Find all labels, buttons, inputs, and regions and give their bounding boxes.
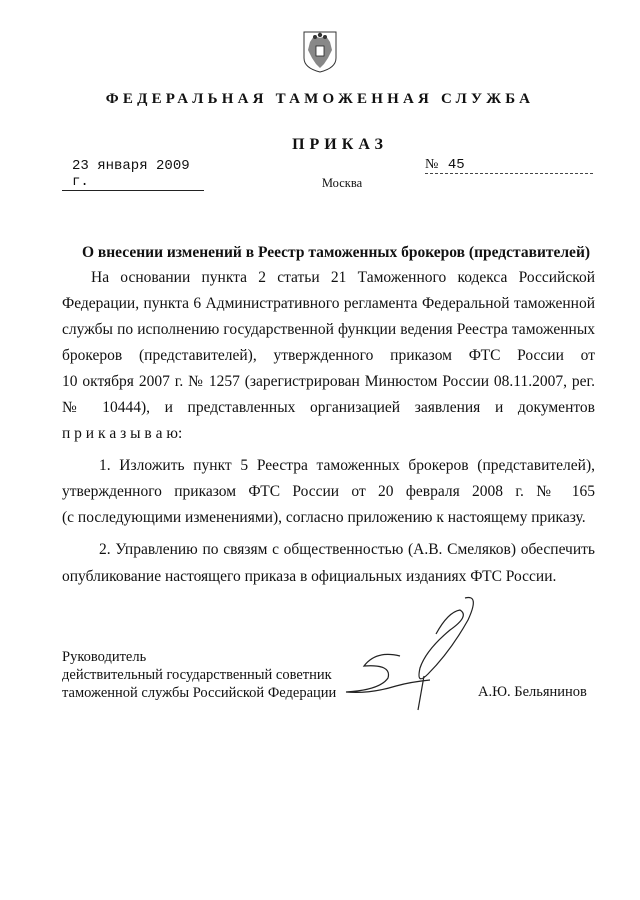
- body-line: п р и к а з ы в а ю:: [62, 425, 183, 442]
- body-line: 10 октября 2007 г. № 1257 (зарегистрирован Минюстом России 08.11.2007, рег.: [62, 373, 595, 390]
- signatory-name: А.Ю. Бельянинов: [478, 684, 587, 700]
- document-title: О внесении изменений в Реестр таможенных брокеров (представителей): [81, 244, 591, 261]
- body-line: (с последующими изменениями), согласно приложению к настоящему приказу.: [62, 509, 586, 526]
- body-line: 2. Управлению по связям с общественностью (А.В. Смеляков) обеспечить: [99, 541, 595, 558]
- number-label: №: [425, 157, 439, 172]
- signatory-position: [62, 648, 336, 702]
- order-number: [425, 157, 593, 174]
- agency-name: ФЕДЕРАЛЬНАЯ ТАМОЖЕННАЯ СЛУЖБА: [105, 91, 535, 107]
- document-type: ПРИКАЗ: [292, 136, 388, 153]
- position-line: действительный государственный советник: [62, 667, 332, 683]
- body-line: службы по исполнению государственной функции ведения Реестра таможенных: [62, 321, 595, 338]
- position-line: Руководитель: [62, 649, 147, 665]
- body-line: брокеров (представителей), утвержденного приказом ФТС России от: [62, 347, 595, 364]
- signature-image: [340, 590, 490, 720]
- body-line: опубликование настоящего приказа в официальных изданиях ФТС России.: [62, 568, 557, 585]
- order-date: 23 января 2009 г.: [62, 158, 204, 191]
- body-line: № 10444), и представленных организацией заявления и документов: [62, 399, 595, 416]
- body-line: Федерации, пункта 6 Административного регламента Федеральной таможенной: [62, 295, 595, 312]
- number-value: 45: [447, 157, 465, 173]
- body-line: утвержденного приказом ФТС России от 20 февраля 2008 г. № 165: [62, 483, 595, 500]
- body-line: На основании пункта 2 статьи 21 Таможенного кодекса Российской: [91, 269, 595, 286]
- coat-of-arms-emblem: [302, 30, 338, 74]
- body-line: 1. Изложить пункт 5 Реестра таможенных брокеров (представителей),: [99, 457, 595, 474]
- position-line: таможенной службы Российской Федерации: [62, 685, 337, 701]
- city: Москва: [321, 176, 363, 190]
